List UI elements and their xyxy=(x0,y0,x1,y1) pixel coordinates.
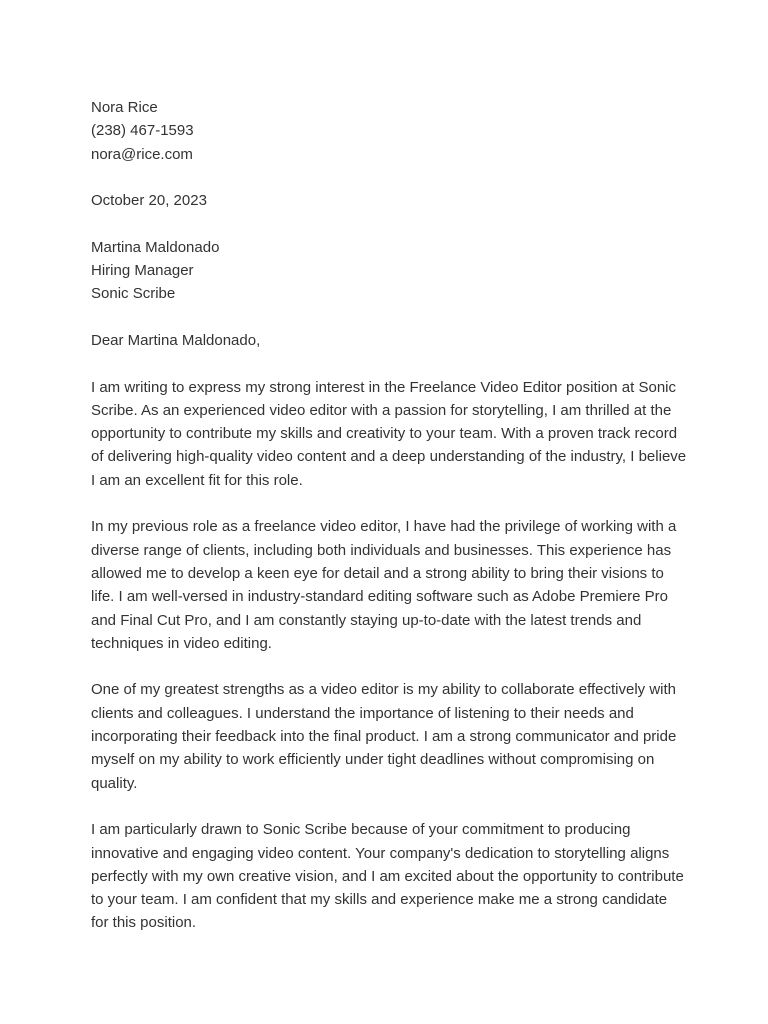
salutation: Dear Martina Maldonado, xyxy=(91,331,261,349)
sender-name: Nora Rice xyxy=(91,99,158,116)
recipient-name: Martina Maldonado xyxy=(91,238,220,256)
sender-phone: (238) 467-1593 xyxy=(91,122,194,140)
letter-date: October 20, 2023 xyxy=(91,192,207,210)
body-paragraph-4: I am particularly drawn to Sonic Scribe because of your commitment to producing innovative and engaging video content. Your company's dedication to storytelling aligns perfectly with my own creative vision, and I am excited about the opportunity to contribute to your team. I am confident that my skills and experience make me a strong candidate for this position. xyxy=(91,821,684,932)
body-paragraph-1: I am writing to express my strong interest in the Freelance Video Editor position at Sonic Scribe. As an experienced video editor with a passion for storytelling, I am thrilled at the opportunity to contribute my skills and creativity to your team. With a proven track record of delivering high-quality video content and a deep understanding of the industry, I believe I am an excellent fit for this role. xyxy=(91,378,687,489)
sender-email: nora@rice.com xyxy=(91,145,193,163)
recipient-block xyxy=(91,236,687,306)
sender-block xyxy=(91,96,687,166)
date-block xyxy=(91,189,687,212)
body-paragraph-2: In my previous role as a freelance video editor, I have had the privilege of working with a diverse range of clients, including both individuals and businesses. This experience has allowed me to develop a keen eye for detail and a strong ability to bring their visions to life. I am well-versed in industry-standard editing software such as Adobe Premiere Pro and Final Cut Pro, and I am constantly staying up-to-date with the latest trends and techniques in video editing. xyxy=(91,518,677,652)
salutation-block xyxy=(91,329,687,352)
cover-letter xyxy=(91,96,687,958)
recipient-title: Hiring Manager xyxy=(91,262,194,280)
recipient-company: Sonic Scribe xyxy=(91,285,176,303)
body-paragraph-3: One of my greatest strengths as a video editor is my ability to collaborate effectively with clients and colleagues. I understand the importance of listening to their needs and incorporating their feedback into the final product. I am a strong communicator and pride myself on my ability to work efficiently under tight deadlines without compromising on quality. xyxy=(91,681,677,792)
